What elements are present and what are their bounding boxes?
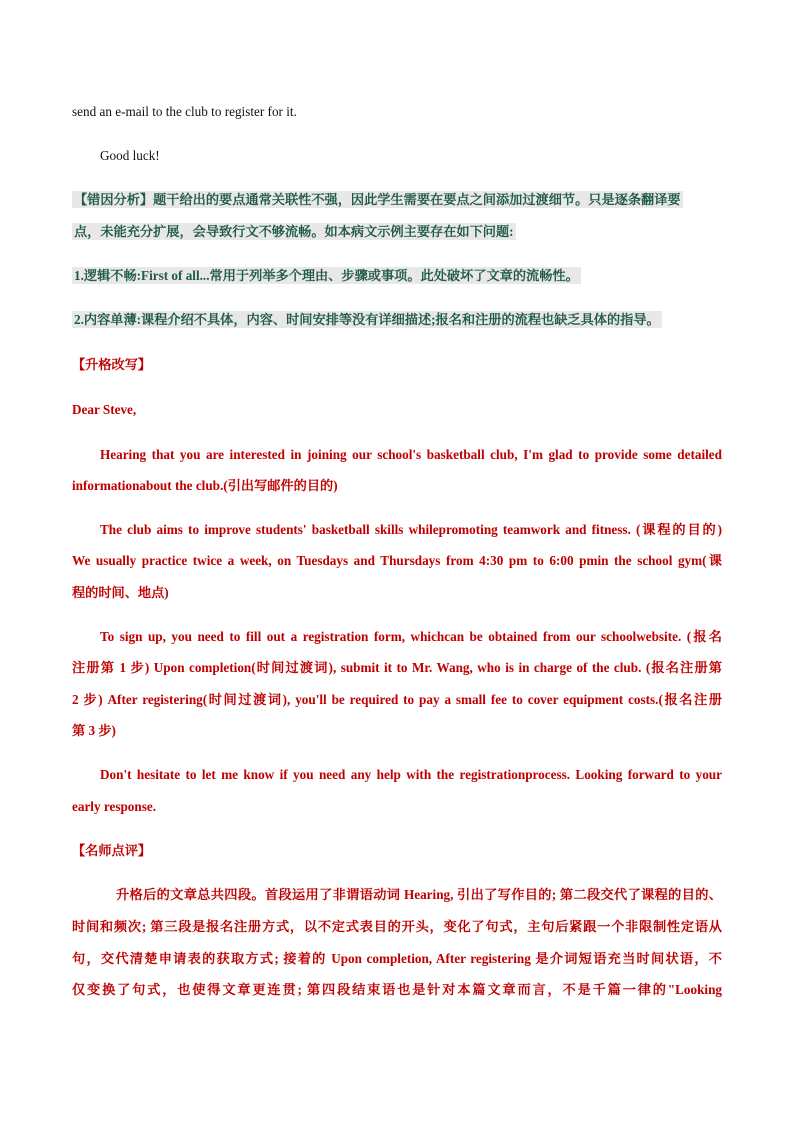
error-analysis-text: 题干给出的要点通常关联性不强，因此学生需要在要点之间添加过渡细节。只是逐条翻译要 [153,192,681,207]
paragraph-2-line-3: 程的时间、地点) [72,585,169,600]
teacher-comment-line-3: 句，交代清楚申请表的获取方式; 接着的 Upon completion, After registering 是介词短语充当时间状语，不 [72,951,722,966]
problem-item-2: 2.内容单薄:课程介绍不具体，内容、时间安排等没有详细描述;报名和注册的流程也缺乏具体的指导。 [74,312,660,327]
error-analysis-line-1 [72,191,683,209]
paragraph-3-line-2: 注册第 1 步) Upon completion(时间过渡词), submit it to Mr. Wang, who is in charge of the club. (报名注册第 [72,660,722,675]
paragraph-1-line-1: Hearing that you are interested in joining our school's basketball club, I'm glad to provide some detailed [100,447,722,462]
error-analysis-line-2: 点，未能充分扩展，会导致行文不够流畅。如本病文示例主要存在如下问题: [74,224,514,239]
rewrite-heading: 【升格改写】 [72,357,152,372]
paragraph-2-line-2: We usually practice twice a week, on Tuesdays and Thursdays from 4:30 pm to 6:00 pmin the school gym(课 [72,553,722,568]
paragraph-3-line-3: 2 步) After registering(时间过渡词), you'll be required to pay a small fee to cover equipment costs.(报名注册 [72,692,722,707]
closing-line: Good luck! [100,148,160,163]
paragraph-3-line-1: To sign up, you need to fill out a registration form, whichcan be obtained from our schoolwebsite. (报名 [100,629,722,644]
teacher-comment-line-2: 时间和频次; 第三段是报名注册方式，以不定式表目的开头，变化了句式，主句后紧跟一个非限制性定语从 [72,919,722,934]
paragraph-1-line-2: informationabout the club.(引出写邮件的目的) [72,478,338,493]
teacher-comment-line-1: 升格后的文章总共四段。首段运用了非谓语动词 Hearing, 引出了写作目的; 第二段交代了课程的目的、 [116,887,722,902]
salutation: Dear Steve, [72,402,137,417]
paragraph-3-line-4: 第 3 步) [72,723,116,738]
intro-line: send an e-mail to the club to register for it. [72,104,297,119]
error-analysis-heading: 【错因分析】 [74,192,154,207]
paragraph-4-line-1: Don't hesitate to let me know if you need any help with the registrationprocess. Looking forward to your [100,767,722,782]
paragraph-2-line-1: The club aims to improve students' basketball skills whilepromoting teamwork and fitness. (课程的目的) [100,522,722,537]
problem-item-1: 1.逻辑不畅:First of all...常用于列举多个理由、步骤或事项。此处破坏了文章的流畅性。 [74,268,579,283]
teacher-comment-line-4: 仅变换了句式，也使得文章更连贯; 第四段结束语也是针对本篇文章而言，不是千篇一律的"Looking [72,982,722,997]
teacher-comment-heading: 【名师点评】 [72,843,152,858]
paragraph-4-line-2: early response. [72,799,156,814]
